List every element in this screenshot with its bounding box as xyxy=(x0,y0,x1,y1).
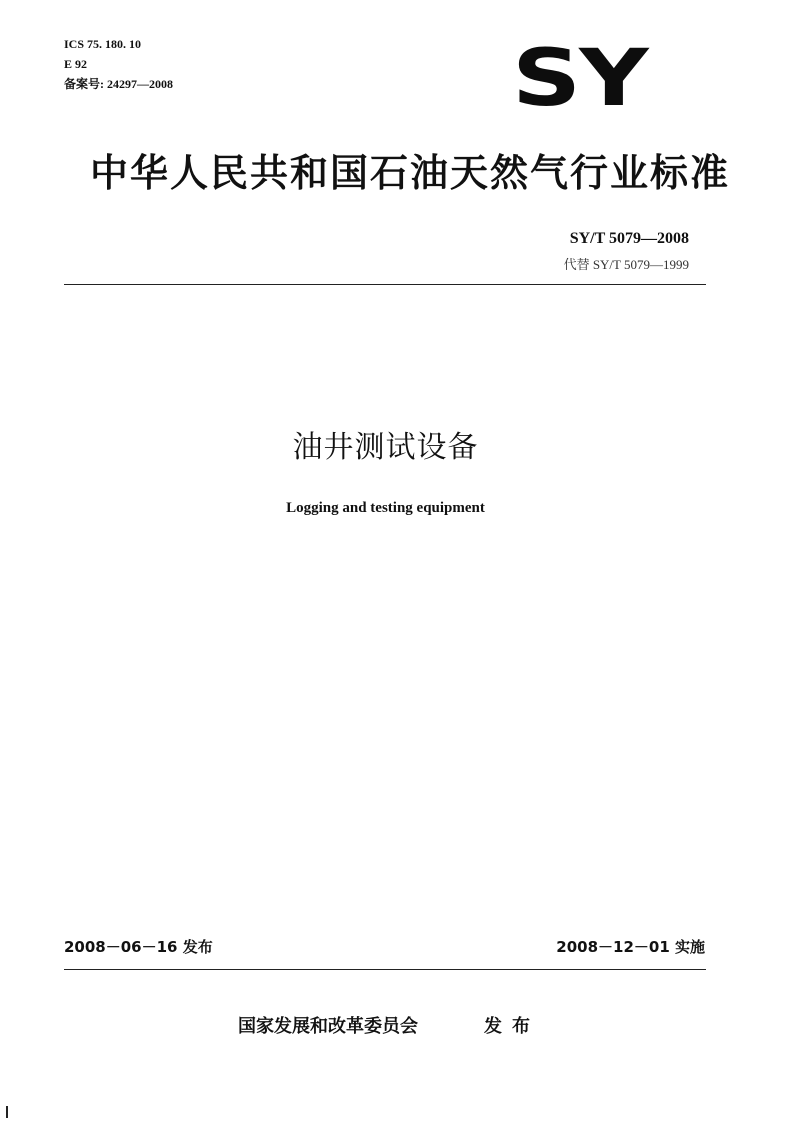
publisher-action: 发布 xyxy=(484,1016,540,1037)
document-title: 油井测试设备 xyxy=(292,430,479,465)
industry-standard-title: 中华人民共和国石油天然气行业标准 xyxy=(90,151,731,195)
top-divider xyxy=(64,284,706,285)
implementation-date: 2008－12－01 实施 xyxy=(556,938,705,956)
standard-code: SY/T 5079—2008 xyxy=(569,230,689,247)
ics-code: ICS 75. 180. 10 xyxy=(64,37,142,51)
scan-edge-mark xyxy=(6,1106,8,1118)
replaces-standard: 代替 SY/T 5079—1999 xyxy=(563,257,689,272)
filing-number: 备案号: 24297—2008 xyxy=(64,77,173,91)
classification-block xyxy=(64,34,173,94)
bottom-divider xyxy=(64,969,706,970)
issue-date: 2008－06－16 发布 xyxy=(64,938,213,956)
document-title-english: Logging and testing equipment xyxy=(286,500,485,516)
sy-logo: SY xyxy=(512,31,647,124)
class-code: E 92 xyxy=(64,57,88,71)
publisher-name: 国家发展和改革委员会 xyxy=(238,1016,418,1037)
